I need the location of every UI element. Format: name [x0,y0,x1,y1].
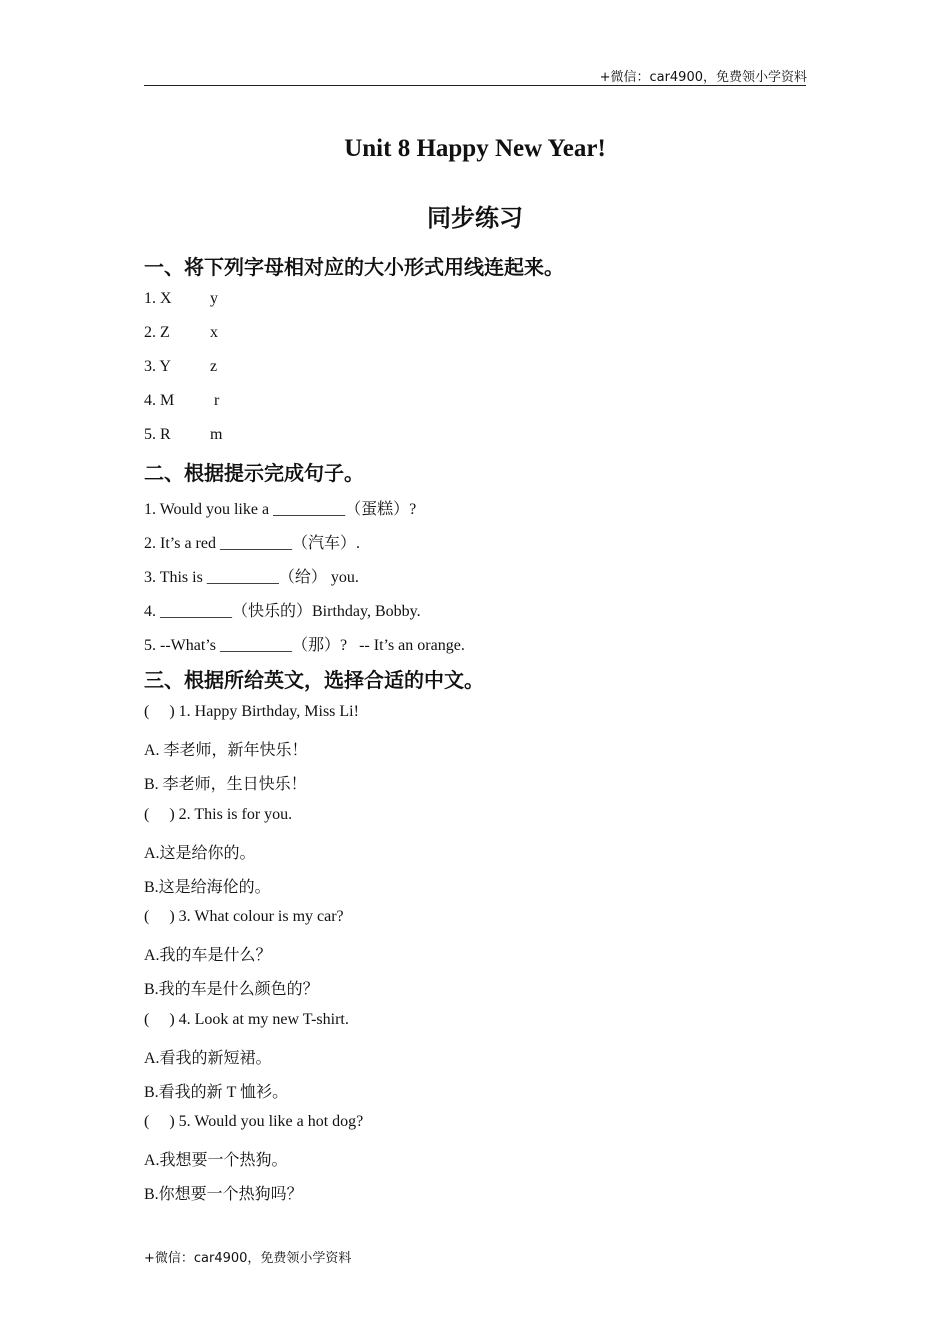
section-3-heading: 三、根据所给英文，选择合适的中文。 [144,668,484,692]
fill-sentence: 4. _________（快乐的）Birthday, Bobby. [144,603,421,620]
match-right: r [210,392,220,409]
option-line: A.看我的新短裙。 [144,1050,272,1067]
fill-sentence: 5. --What’s _________（那）? -- It’s an orange. [144,637,465,654]
option-line: A.我的车是什么？ [144,947,272,964]
match-left: 1. X [144,290,172,307]
option-line: B.看我的新 T 恤衫。 [144,1084,289,1101]
match-item [144,324,218,342]
question-line: ( ) 3. What colour is my car? [144,908,344,925]
footer-note: +微信：car4900，免费领小学资料 [144,1251,352,1266]
question-line: ( ) 1. Happy Birthday, Miss Li! [144,703,359,720]
match-right: y [210,290,218,307]
fill-sentence: 3. This is _________（给） you. [144,569,359,586]
match-item [144,392,219,410]
option-line: B.我的车是什么颜色的？ [144,981,319,998]
match-right: x [210,324,218,341]
match-item [144,426,222,444]
option-line: A.这是给你的。 [144,845,256,862]
match-left: 4. M [144,392,175,409]
match-left: 5. R [144,426,171,443]
section-2-heading: 二、根据提示完成句子。 [144,461,364,485]
page-subtitle: 同步练习 [427,204,523,232]
match-right: z [210,358,218,375]
fill-sentence: 1. Would you like a _________（蛋糕）? [144,501,417,518]
fill-sentence: 2. It’s a red _________（汽车）. [144,535,360,552]
header-note: +微信：car4900，免费领小学资料 [599,70,807,85]
option-line: A. 李老师，新年快乐！ [144,742,308,759]
question-line: ( ) 2. This is for you. [144,806,293,823]
match-left: 3. Y [144,358,171,375]
question-line: ( ) 4. Look at my new T-shirt. [144,1011,349,1028]
option-line: B.这是给海伦的。 [144,879,271,896]
match-left: 2. Z [144,324,170,341]
page-title: Unit 8 Happy New Year! [344,135,606,162]
option-line: B.你想要一个热狗吗？ [144,1186,303,1203]
header-divider [144,85,806,86]
match-item [144,290,218,308]
option-line: A.我想要一个热狗。 [144,1152,288,1169]
option-line: B. 李老师，生日快乐！ [144,776,307,793]
match-item [144,358,217,376]
question-line: ( ) 5. Would you like a hot dog? [144,1113,364,1130]
match-right: m [210,426,223,443]
section-1-heading: 一、将下列字母相对应的大小形式用线连起来。 [144,255,564,279]
